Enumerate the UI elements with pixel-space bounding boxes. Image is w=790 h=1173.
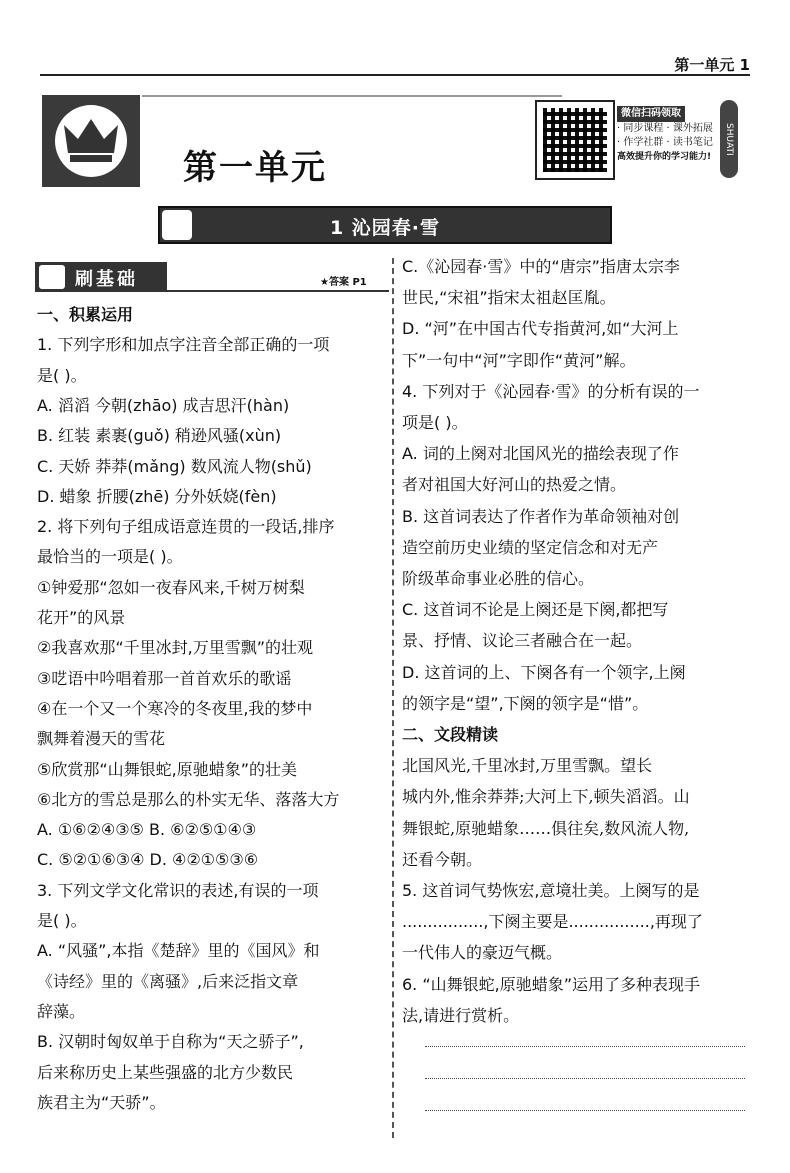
text-line: C. 天娇 莽莽(mǎng) 数风流人物(shǔ) (37, 456, 312, 476)
text-line: ④在一个又一个寒冷的冬夜里,我的梦中 (37, 698, 313, 718)
text-line: 舞银蛇,原驰蜡象……俱往矣,数风流人物, (402, 818, 690, 838)
text-line: 城内外,惟余莽莽;大河上下,顿失滔滔。山 (402, 787, 690, 807)
text-line: 下”一句中“河”字即作“黄河”解。 (402, 350, 636, 370)
text-line: 飘舞着漫天的雪花 (37, 729, 166, 749)
qr-slogan: 高效提升你的学习能力! (617, 152, 712, 162)
text-line: D. 蜡象 折腰(zhē) 分外妖娆(fèn) (37, 486, 277, 506)
text-line: D. “河”在中国古代专指黄河,如“大河上 (402, 319, 679, 339)
text-line: 5. 这首词气势恢宏,意境壮美。上阕写的是 (402, 881, 700, 900)
text-line: 花开”的风景 (37, 608, 126, 627)
text-line: A. 滔滔 今朝(zhāo) 成吉思汗(hàn) (37, 395, 290, 415)
text-line: 阶级革命事业必胜的信心。 (402, 569, 595, 588)
text-line: 者对祖国大好河山的热爱之情。 (402, 475, 627, 495)
text-line: 法,请进行赏析。 (402, 1005, 520, 1025)
text-line: ③呓语中吟唱着那一首首欢乐的歌谣 (37, 668, 292, 688)
crown-icon (39, 265, 65, 289)
text-line: 一代伟人的豪迈气概。 (402, 943, 563, 963)
text-line: C. ⑤②①⑥③④ D. ④②①⑤③⑥ (37, 850, 259, 870)
text-line: 2. 将下列句子组成语意连贯的一段话,排序 (37, 517, 335, 537)
answer-line[interactable] (425, 1110, 745, 1111)
text-line: 最恰当的一项是( )。 (37, 547, 183, 567)
unit-title: 第一单元 (183, 148, 327, 188)
section-heading: 二、文段精读 (402, 725, 499, 744)
text-line: B. 这首词表达了作者作为革命领袖对创 (402, 506, 680, 526)
answer-line[interactable] (425, 1046, 745, 1047)
text-line: 北国风光,千里冰封,万里雪飘。望长 (402, 756, 653, 776)
text-line: 族君主为“天骄”。 (37, 1092, 166, 1112)
answer-line[interactable] (425, 1078, 745, 1079)
text-line: D. 这首词的上、下阕各有一个领字,上阕 (402, 662, 686, 682)
text-line: 的领字是“望”,下阕的领字是“惜”。 (402, 693, 649, 713)
text-line: 是( )。 (37, 365, 87, 385)
lesson-title: 1 沁园春·雪 (329, 217, 441, 239)
section-bar (35, 262, 167, 292)
text-line: 世民,“宋祖”指宋太祖赵匡胤。 (402, 288, 616, 308)
text-line: ................,下阕主要是................,再现了 (402, 912, 703, 932)
text-line: 6. “山舞银蛇,原驰蜡象”运用了多种表现手 (402, 974, 701, 994)
text-line: 景、抒情、议论三者融合在一起。 (402, 631, 643, 651)
qr-item: · 同步课程 · 课外拓展 (617, 123, 713, 134)
text-line: C.《沁园春·雪》中的“唐宗”指唐太宗李 (402, 257, 680, 276)
text-line: 《诗经》里的《离骚》,后来泛指文章 (37, 971, 299, 991)
lesson-title-bar (158, 206, 612, 244)
qr-item: · 作学社群 · 读书笔记 (617, 137, 713, 148)
text-line: ①钟爱那“忽如一夜春风来,千树万树梨 (37, 577, 305, 597)
text-line: C. 这首词不论是上阕还是下阕,都把写 (402, 600, 669, 620)
page-header (40, 52, 750, 76)
text-line: 1. 下列字形和加点字注音全部正确的一项 (37, 335, 330, 355)
text-line: A. 词的上阕对北国风光的描绘表现了作 (402, 444, 679, 464)
text-line: 是( )。 (37, 911, 87, 930)
crown-logo (42, 95, 140, 187)
text-line: ②我喜欢那“千里冰封,万里雪飘”的壮观 (37, 638, 314, 658)
crown-icon (42, 95, 140, 187)
text-line: 4. 下列对于《沁园春·雪》的分析有误的一 (402, 381, 700, 401)
text-line: 项是( )。 (402, 413, 468, 432)
text-line: A. “风骚”,本指《楚辞》里的《国风》和 (37, 941, 320, 961)
text-line: ⑤欣赏那“山舞银蛇,原驰蜡象”的壮美 (37, 759, 298, 779)
text-line: B. 红装 素裹(guǒ) 稍逊风骚(xùn) (37, 426, 282, 446)
qr-vertical-label: SHUATI (720, 100, 738, 178)
section-rule (167, 290, 389, 292)
column-divider (392, 258, 394, 1138)
text-line: 后来称历史上某些强盛的北方少数民 (37, 1062, 294, 1082)
section-label: 刷基础 (75, 269, 138, 290)
text-line: 3. 下列文学文化常识的表述,有误的一项 (37, 880, 319, 900)
qr-info (617, 106, 717, 176)
text-line: ⑥北方的雪总是那么的朴实无华、落落大方 (37, 789, 340, 809)
text-line: A. ①⑥②④③⑤ B. ⑥②⑤①④③ (37, 820, 257, 840)
section-heading: 一、积累运用 (37, 305, 134, 324)
text-line: 造空前历史业绩的坚定信念和对无产 (402, 537, 659, 557)
answer-ref: ★答案 P1 (320, 277, 367, 288)
text-line: 还看今朝。 (402, 849, 483, 869)
qr-code[interactable] (535, 100, 615, 180)
text-line: 辞藻。 (37, 1001, 86, 1021)
text-line: B. 汉朝时匈奴单于自称为“天之骄子”, (37, 1032, 304, 1052)
qr-title: 微信扫码领取 (617, 106, 685, 122)
page-label: 第一单元 1 (674, 56, 750, 74)
